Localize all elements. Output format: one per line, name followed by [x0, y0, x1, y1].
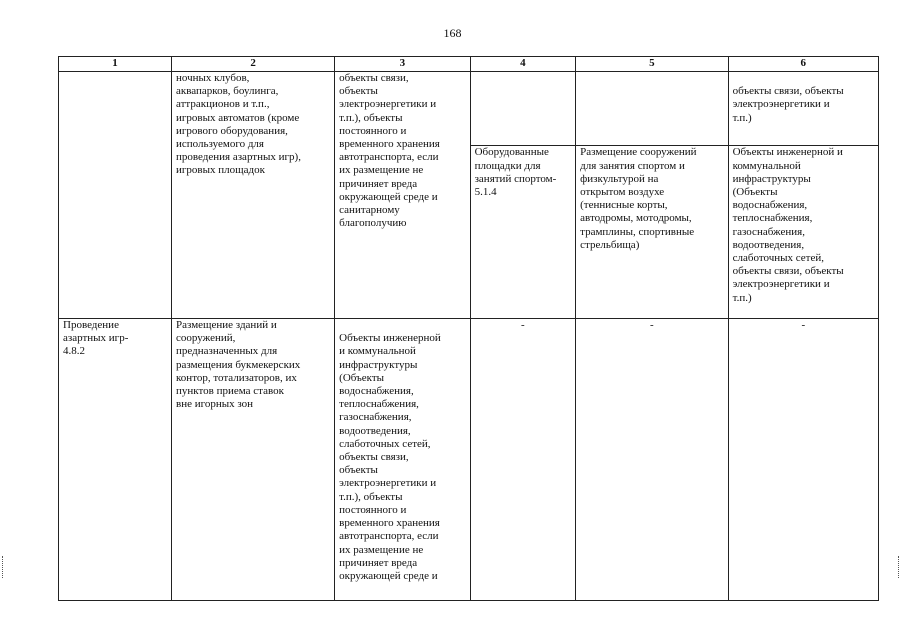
table-row	[59, 72, 879, 319]
row-b-col6-dash: -	[728, 319, 878, 601]
row-b-code-cell: Проведение азартных игр- 4.8.2	[59, 319, 172, 601]
row-b-description-cell: Размещение зданий и сооружений, предназначенных для размещения букмекерских контор, тотализаторов, их пунктов приема ставок вне игорных зон	[172, 319, 335, 601]
row-a-col6-top-text: объекты связи, объекты электроэнергетики и т.п.)	[732, 85, 844, 124]
row-a-sport-facilities-text: Размещение сооружений для занятия спортом и физкультурой на открытом воздухе (теннисные корты, автодромы, мотодромы, трамплины, спортивные стрельбища)	[576, 145, 727, 252]
scan-edge-mark-right	[898, 556, 902, 578]
row-b-col4-dash: -	[470, 319, 576, 601]
column-header-4: 4	[470, 57, 576, 72]
row-a-col6-bottom-text: Объекты инженерной и коммунальной инфраструктуры (Объекты водоснабжения, теплоснабжения, газоснабжения, водоотведения, слаботочных сетей, объекты связи, объекты электроэнергетики и т.п.)	[729, 145, 878, 304]
row-a-col4-cell	[470, 72, 576, 319]
regulation-table	[58, 56, 879, 601]
column-header-2: 2	[172, 57, 335, 72]
column-header-5: 5	[576, 57, 728, 72]
row-a-auxiliary-cell: объекты связи, объекты электроэнергетики и т.п.), объекты постоянного и временного хранения автотранспорта, если их размещение не причиняет вреда окружающей среде и санитарному благополучию	[335, 72, 470, 319]
row-b-auxiliary-cell	[335, 319, 470, 601]
header-row	[59, 57, 879, 72]
scan-edge-mark	[2, 556, 6, 578]
table-row	[59, 319, 879, 601]
row-a-col5-top	[576, 85, 727, 132]
row-a-code-cell	[59, 72, 172, 319]
row-a-col5-cell	[576, 72, 728, 319]
row-a-sport-grounds-text: Оборудованные площадки для занятий спортом- 5.1.4	[471, 145, 576, 199]
row-b-col5-dash: -	[576, 319, 728, 601]
column-header-3: 3	[335, 57, 470, 72]
column-header-1: 1	[59, 57, 172, 72]
row-a-col4-top	[471, 85, 576, 132]
row-a-description-cell: ночных клубов, аквапарков, боулинга, аттракционов и т.п., игровых автоматов (кроме игрового оборудования, используемого для проведения азартных игр), игровых площадок	[172, 72, 335, 319]
page-number: 168	[443, 26, 462, 40]
row-b-auxiliary-text: Объекты инженерной и коммунальной инфраструктуры (Объекты водоснабжения, теплоснабжения, газоснабжения, водоотведения, слаботочных сетей, объекты связи, объекты электроэнергетики и т.п.), объекты постоянного и временного хранения автотранспорта, если их размещение не причиняет вреда окружающей среде и	[339, 332, 441, 582]
column-header-6: 6	[728, 57, 878, 72]
row-a-col6-cell	[728, 72, 878, 319]
